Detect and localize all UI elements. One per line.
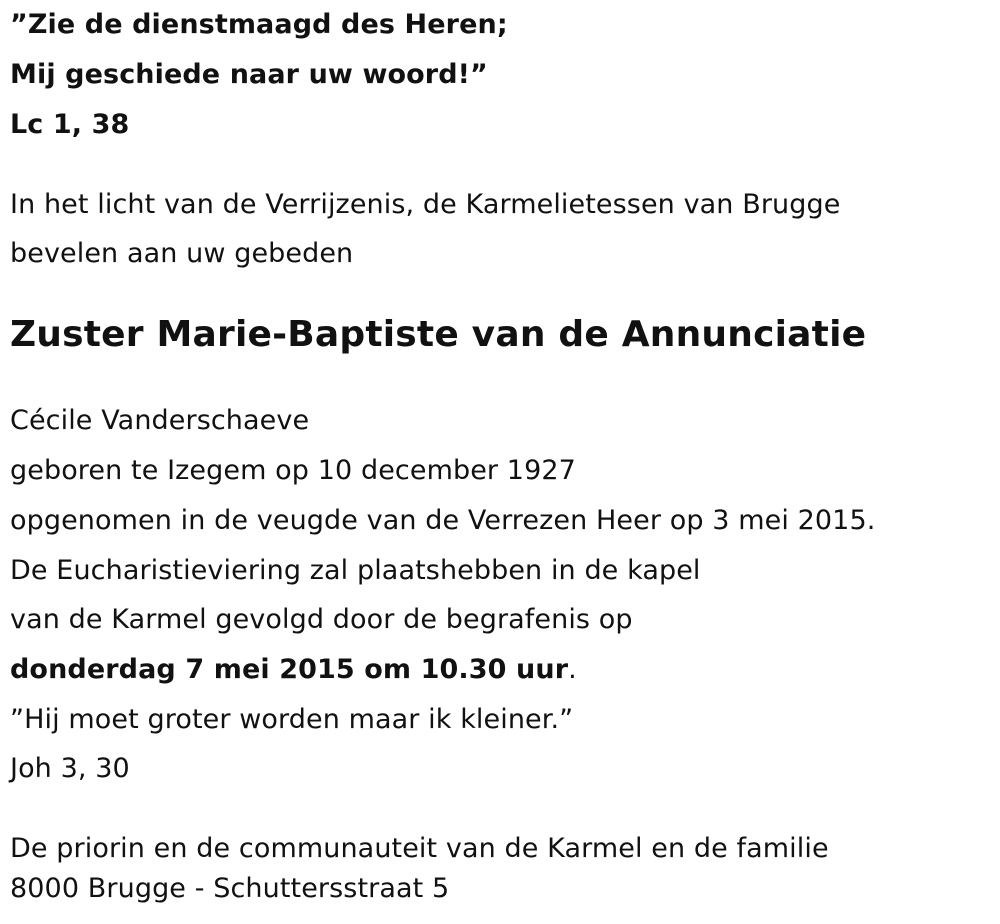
mass-info-line-2: van de Karmel gevolgd door de begrafenis op <box>10 604 633 635</box>
opening-quote-reference: Lc 1, 38 <box>10 109 130 140</box>
mass-info-line-1: De Eucharistieviering zal plaatshebben in de kapel <box>10 555 701 586</box>
funeral-date: donderdag 7 mei 2015 om 10.30 uur <box>10 654 569 685</box>
closing-signatories: De priorin en de communauteit van de Karmel en de familie <box>10 833 829 864</box>
civil-name: Cécile Vanderschaeve <box>10 405 310 436</box>
opening-quote-line-1: ”Zie de dienstmaagd des Heren; <box>10 9 508 40</box>
closing-quote: ”Hij moet groter worden maar ik kleiner.” <box>10 704 574 735</box>
closing-quote-reference: Joh 3, 30 <box>10 753 130 784</box>
intro-line-2: bevelen aan uw gebeden <box>10 238 354 269</box>
funeral-date-line <box>10 654 577 686</box>
death-info: opgenomen in de veugde van de Verrezen Heer op 3 mei 2015. <box>10 505 876 536</box>
intro-line-1: In het licht van de Verrijzenis, de Karmelietessen van Brugge <box>10 189 841 220</box>
closing-address: 8000 Brugge - Schuttersstraat 5 <box>10 873 450 904</box>
birth-info: geboren te Izegem op 10 december 1927 <box>10 455 576 486</box>
funeral-date-period: . <box>568 654 577 685</box>
deceased-name-heading: Zuster Marie-Baptiste van de Annunciatie <box>10 314 867 355</box>
opening-quote-line-2: Mij geschiede naar uw woord!” <box>10 59 488 90</box>
